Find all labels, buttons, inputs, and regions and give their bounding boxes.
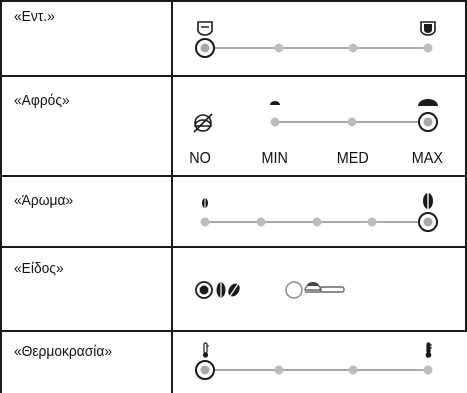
coffee-beans-icon: [217, 281, 243, 298]
thermometer-low-icon: [203, 343, 209, 358]
slider-dot: [368, 218, 377, 227]
slider-dot: [257, 218, 266, 227]
cup-small-icon: [198, 22, 212, 35]
aroma-slider[interactable]: [201, 213, 438, 231]
slider-dot: [201, 218, 210, 227]
slider-dot: [313, 218, 322, 227]
intensity-slider[interactable]: [196, 39, 433, 57]
foam-scale-label-no: NO: [189, 150, 211, 167]
slider-dot: [349, 366, 358, 375]
slider-dot: [275, 44, 284, 53]
slider-dot: [424, 44, 433, 53]
row-label-aroma: «Άρωμα»: [14, 192, 74, 209]
row-label-intensity: «Εντ.»: [14, 8, 55, 25]
no-foam-icon: [194, 114, 212, 132]
row-label-temperature: «Θερμοκρασία»: [14, 343, 113, 360]
thermometer-high-icon: [426, 343, 432, 358]
foam-scale-label-max: MAX: [411, 150, 443, 167]
row-label-type: «Είδος»: [14, 260, 64, 277]
foam-large-icon: [418, 99, 438, 106]
foam-slider[interactable]: [271, 113, 438, 131]
option-ground-radio[interactable]: [286, 282, 302, 298]
cup-large-icon: [421, 22, 435, 35]
bean-small-icon: [202, 198, 208, 208]
slider-dot: [349, 44, 358, 53]
option-beans-radio[interactable]: [196, 282, 212, 298]
ground-coffee-scoop-icon: [305, 282, 344, 292]
row-label-foam: «Αφρός»: [14, 92, 70, 109]
foam-small-icon: [270, 101, 280, 105]
slider-dot: [348, 118, 357, 127]
slider-dot: [424, 366, 433, 375]
slider-dot: [271, 118, 280, 127]
slider-dot: [275, 366, 284, 375]
foam-scale-label-med: MED: [336, 150, 369, 167]
bean-large-icon: [423, 193, 433, 209]
foam-scale-label-min: MIN: [261, 150, 288, 167]
temperature-slider[interactable]: [196, 361, 433, 379]
